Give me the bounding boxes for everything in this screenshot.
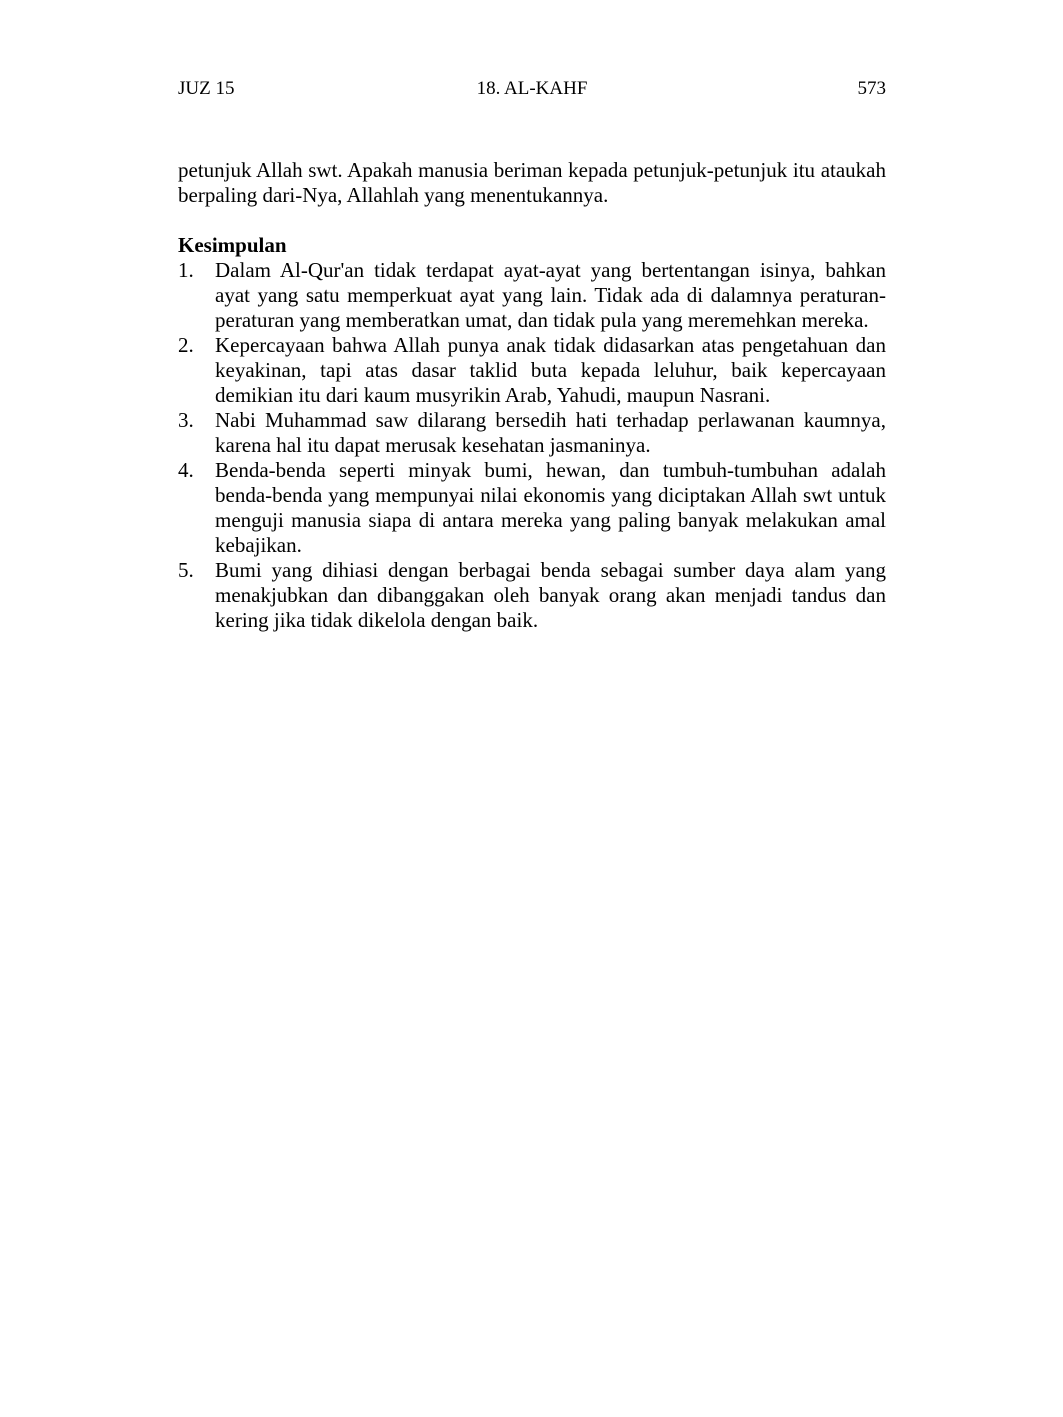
list-item	[178, 258, 886, 333]
intro-paragraph: petunjuk Allah swt. Apakah manusia beriman kepada petunjuk-petunjuk itu ataukah berpaling dari-Nya, Allahlah yang menentukannya.	[178, 158, 886, 207]
surah-title: 18. AL-KAHF	[476, 78, 588, 99]
list-item-number: 2.	[178, 333, 194, 357]
conclusion-list	[178, 258, 886, 633]
list-item	[178, 333, 886, 408]
juz-label: JUZ 15	[178, 78, 235, 99]
page-header	[178, 76, 886, 102]
list-item-number: 3.	[178, 408, 194, 432]
list-item	[178, 408, 886, 458]
list-item-number: 4.	[178, 458, 194, 482]
list-item-text: Dalam Al-Qur'an tidak terdapat ayat-ayat yang bertentangan isinya, bahkan ayat yang satu memperkuat ayat yang lain. Tidak ada di dalamnya peraturan-peraturan yang memberatkan umat, dan tidak pula yang meremehkan mereka.	[215, 258, 886, 332]
list-item	[178, 458, 886, 558]
list-item	[178, 558, 886, 633]
list-item-text: Nabi Muhammad saw dilarang bersedih hati terhadap perlawanan kaumnya, karena hal itu dapat merusak kesehatan jasmaninya.	[215, 408, 886, 457]
list-item-text: Benda-benda seperti minyak bumi, hewan, dan tumbuh-tumbuhan adalah benda-benda yang mempunyai nilai ekonomis yang diciptakan Allah swt untuk menguji manusia siapa di antara mereka yang paling banyak melakukan amal kebajikan.	[215, 458, 886, 557]
page-number: 573	[857, 78, 886, 99]
list-item-text: Kepercayaan bahwa Allah punya anak tidak didasarkan atas pengetahuan dan keyakinan, tapi atas dasar taklid buta kepada leluhur, baik kepercayaan demikian itu dari kaum musyrikin Arab, Yahudi, maupun Nasrani.	[215, 333, 886, 407]
list-item-number: 5.	[178, 558, 194, 582]
page-content	[178, 158, 886, 633]
list-item-number: 1.	[178, 258, 194, 282]
section-heading: Kesimpulan	[178, 233, 287, 257]
list-item-text: Bumi yang dihiasi dengan berbagai benda sebagai sumber daya alam yang menakjubkan dan dibanggakan oleh banyak orang akan menjadi tandus dan kering jika tidak dikelola dengan baik.	[215, 558, 886, 632]
